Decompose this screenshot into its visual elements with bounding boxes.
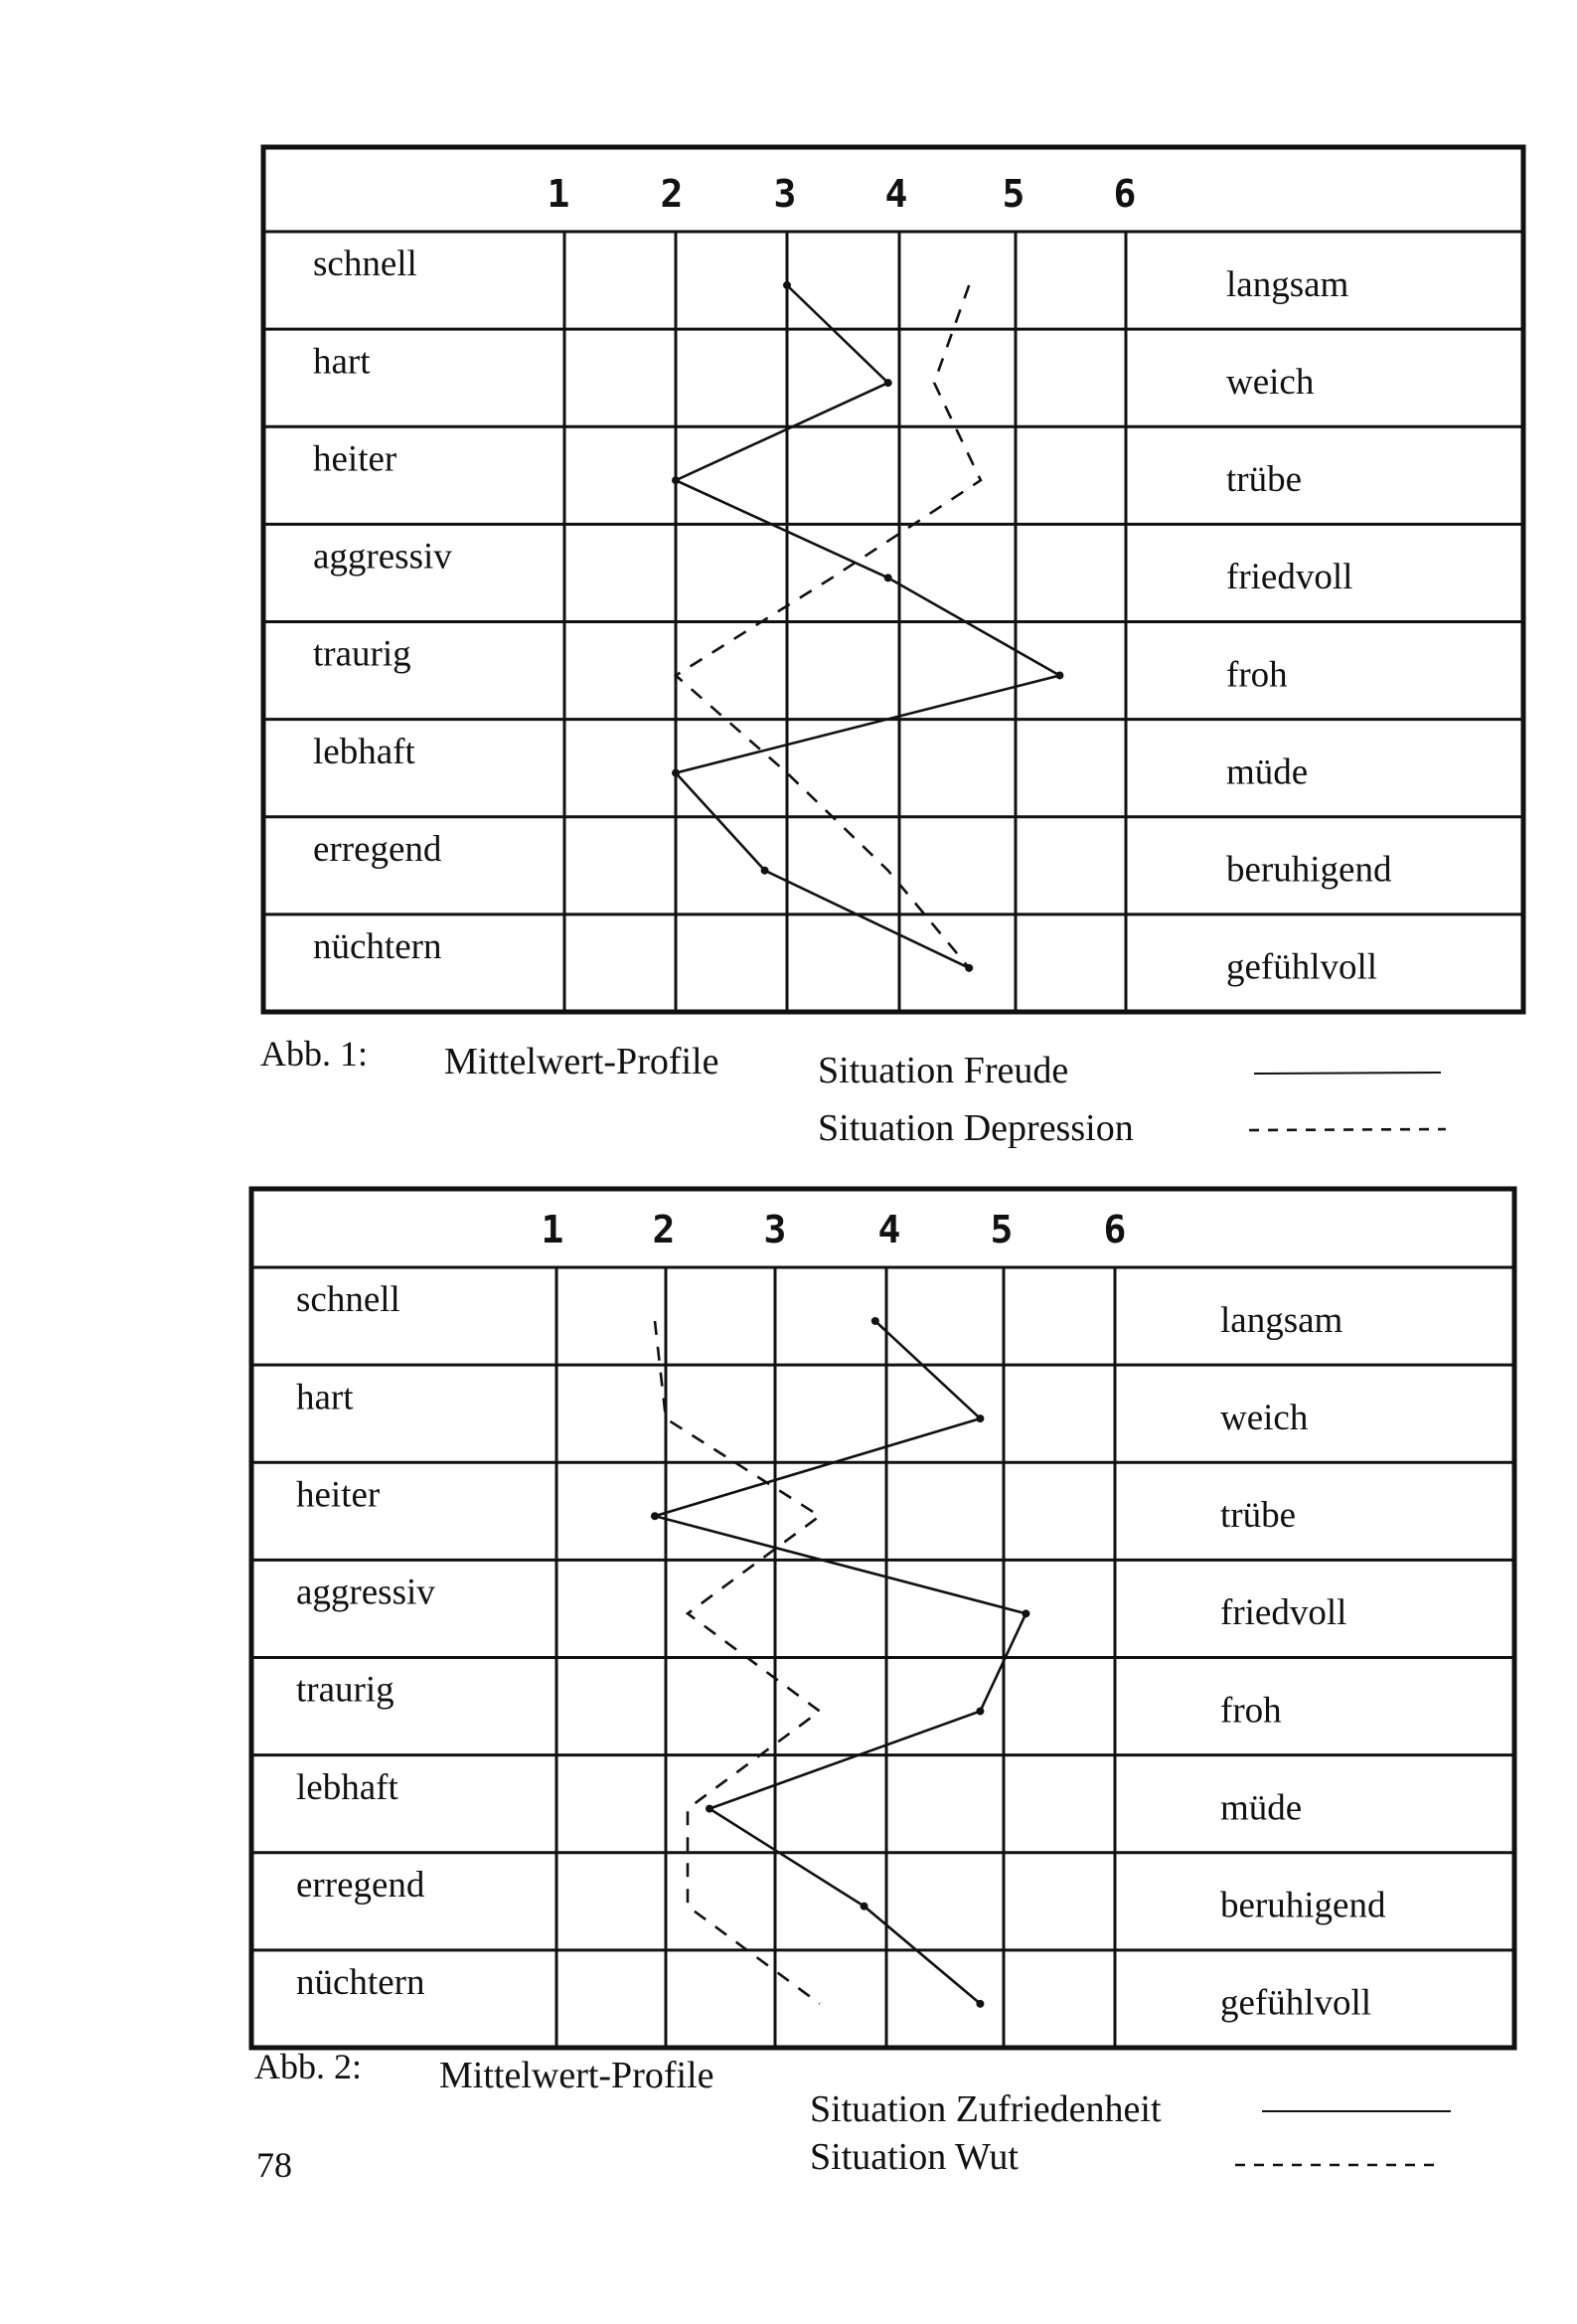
chart-2-caption: [254, 2047, 1451, 2178]
scale-tick-label: 2: [660, 172, 684, 216]
left-adjective-label: heiter: [313, 438, 397, 480]
series-line-dashed: [676, 285, 981, 968]
left-adjective-label: traurig: [313, 633, 411, 675]
series-point: [1022, 1609, 1029, 1617]
right-adjective-label: froh: [1226, 654, 1288, 696]
scale-tick-label: 5: [990, 1208, 1014, 1251]
left-adjective-label: lebhaft: [313, 731, 415, 772]
series-point: [672, 476, 680, 484]
left-adjective-label: schnell: [296, 1279, 400, 1321]
series-point: [672, 769, 680, 777]
left-adjective-label: hart: [313, 341, 371, 383]
scale-tick-label: 4: [884, 172, 908, 216]
right-adjective-label: langsam: [1220, 1299, 1343, 1341]
left-adjective-label: schnell: [313, 244, 417, 285]
chart-1-caption: [260, 1034, 1446, 1149]
scale-tick-label: 3: [773, 172, 797, 216]
right-adjective-label: friedvoll: [1220, 1592, 1347, 1634]
series-point: [884, 379, 892, 387]
chart-2-title: Mittelwert-Profile: [439, 2055, 714, 2096]
right-adjective-label: weich: [1220, 1397, 1309, 1438]
chart-1-title: Mittelwert-Profile: [444, 1041, 719, 1082]
left-adjective-label: hart: [296, 1377, 354, 1418]
series-point: [861, 1903, 868, 1910]
left-adjective-label: lebhaft: [296, 1766, 398, 1808]
left-adjective-label: aggressiv: [313, 536, 452, 578]
profile-chart-2: [251, 1189, 1514, 2048]
legend-label-depression: Situation Depression: [818, 1107, 1134, 1149]
series-line-solid: [655, 1321, 1025, 2004]
legend-label-freude: Situation Freude: [818, 1050, 1069, 1091]
left-adjective-label: erregend: [313, 828, 442, 870]
legend-dashed-line: [1249, 1129, 1446, 1130]
series-point: [1055, 671, 1063, 679]
chart-1-legend: [818, 1050, 1446, 1149]
series-point: [976, 1414, 984, 1422]
page-number: 78: [256, 2145, 292, 2185]
legend-label-zufriedenheit: Situation Zufriedenheit: [810, 2088, 1162, 2130]
scale-tick-label: 6: [1103, 1208, 1127, 1251]
series-point: [783, 281, 791, 289]
legend-label-wut: Situation Wut: [810, 2136, 1019, 2178]
scale-tick-label: 1: [547, 172, 570, 216]
legend-solid-line: [1254, 1073, 1441, 1074]
scale-tick-label: 4: [877, 1208, 901, 1251]
series-line-solid: [676, 285, 1059, 968]
series-point: [884, 574, 892, 581]
scale-tick-label: 1: [541, 1208, 564, 1251]
right-adjective-label: müde: [1226, 751, 1309, 793]
right-adjective-label: langsam: [1226, 263, 1349, 305]
series-point: [706, 1805, 713, 1813]
left-adjective-label: heiter: [296, 1474, 381, 1516]
right-adjective-label: friedvoll: [1226, 557, 1353, 598]
right-adjective-label: gefühlvoll: [1220, 1982, 1372, 2024]
right-adjective-label: müde: [1220, 1787, 1303, 1829]
series-point: [976, 2000, 984, 2008]
chart-2-legend: [810, 2088, 1451, 2178]
left-adjective-label: nüchtern: [313, 926, 442, 968]
series-point: [976, 1707, 984, 1715]
scale-tick-label: 5: [1002, 172, 1025, 216]
series-point: [871, 1317, 879, 1325]
chart-2-caption-label: Abb. 2:: [254, 2047, 362, 2086]
scale-tick-label: 6: [1113, 172, 1137, 216]
series-point: [651, 1512, 659, 1520]
right-adjective-label: trübe: [1226, 459, 1303, 501]
scale-tick-label: 3: [763, 1208, 787, 1251]
left-adjective-label: erregend: [296, 1864, 425, 1906]
scale-tick-label: 2: [652, 1208, 676, 1251]
chart-1-caption-label: Abb. 1:: [260, 1034, 368, 1074]
left-adjective-label: traurig: [296, 1669, 394, 1711]
series-point: [761, 867, 769, 875]
right-adjective-label: gefühlvoll: [1226, 946, 1378, 988]
left-adjective-label: nüchtern: [296, 1962, 425, 2004]
right-adjective-label: beruhigend: [1226, 849, 1392, 891]
profile-chart-1: [263, 147, 1523, 1012]
right-adjective-label: trübe: [1220, 1495, 1297, 1537]
right-adjective-label: froh: [1220, 1690, 1282, 1732]
series-line-dashed: [655, 1321, 820, 2004]
left-adjective-label: aggressiv: [296, 1572, 435, 1613]
right-adjective-label: beruhigend: [1220, 1885, 1386, 1926]
right-adjective-label: weich: [1226, 361, 1315, 403]
